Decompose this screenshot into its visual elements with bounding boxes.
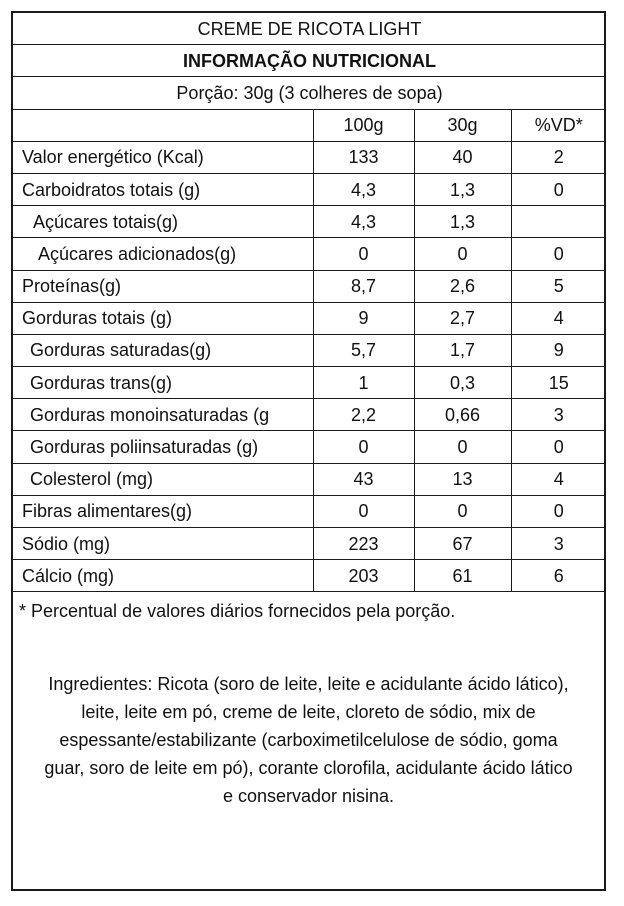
nutrient-name: Gorduras poliinsaturadas (g) (13, 431, 313, 463)
value-vd: 0 (511, 431, 606, 463)
value-vd (511, 206, 606, 238)
value-100g: 133 (313, 141, 414, 173)
nutrition-label (11, 11, 606, 891)
serving-size: Porção: 30g (3 colheres de sopa) (13, 77, 606, 109)
nutrient-name: Valor energético (Kcal) (13, 141, 313, 173)
value-vd: 5 (511, 270, 606, 302)
footnote: * Percentual de valores diários fornecidos pela porção. (19, 601, 456, 622)
value-30g: 1,3 (414, 173, 511, 205)
value-vd: 4 (511, 463, 606, 495)
value-100g: 43 (313, 463, 414, 495)
nutrient-row (13, 238, 606, 270)
nutrient-row (13, 399, 606, 431)
value-vd: 3 (511, 399, 606, 431)
value-30g: 0 (414, 495, 511, 527)
value-vd: 0 (511, 173, 606, 205)
nutrient-name: Carboidratos totais (g) (13, 173, 313, 205)
value-30g: 0 (414, 431, 511, 463)
value-100g: 0 (313, 431, 414, 463)
value-100g: 1 (313, 367, 414, 399)
value-100g: 5,7 (313, 334, 414, 366)
value-vd: 9 (511, 334, 606, 366)
nutrient-name: Sódio (mg) (13, 528, 313, 560)
nutrient-row (13, 528, 606, 560)
column-header-100g: 100g (313, 109, 414, 141)
column-header-vd: %VD* (511, 109, 606, 141)
nutrient-name: Cálcio (mg) (13, 560, 313, 592)
serving-row (13, 77, 606, 109)
value-30g: 1,3 (414, 206, 511, 238)
value-100g: 0 (313, 238, 414, 270)
value-30g: 2,6 (414, 270, 511, 302)
value-30g: 67 (414, 528, 511, 560)
nutrient-name: Gorduras saturadas(g) (13, 334, 313, 366)
nutrition-heading: INFORMAÇÃO NUTRICIONAL (13, 45, 606, 77)
product-name: CREME DE RICOTA LIGHT (13, 13, 606, 45)
value-30g: 40 (414, 141, 511, 173)
value-30g: 0,3 (414, 367, 511, 399)
nutrient-row (13, 270, 606, 302)
nutrient-row (13, 463, 606, 495)
value-vd: 4 (511, 302, 606, 334)
value-100g: 8,7 (313, 270, 414, 302)
nutrient-row (13, 173, 606, 205)
nutrient-row (13, 206, 606, 238)
value-30g: 61 (414, 560, 511, 592)
value-vd: 3 (511, 528, 606, 560)
nutrition-table (13, 13, 606, 592)
nutrient-row (13, 334, 606, 366)
value-vd: 6 (511, 560, 606, 592)
value-100g: 0 (313, 495, 414, 527)
nutrient-name: Gorduras monoinsaturadas (g (13, 399, 313, 431)
product-name-row (13, 13, 606, 45)
nutrient-row (13, 560, 606, 592)
value-100g: 4,3 (313, 206, 414, 238)
value-100g: 4,3 (313, 173, 414, 205)
nutrient-name: Gorduras trans(g) (13, 367, 313, 399)
nutrient-name: Fibras alimentares(g) (13, 495, 313, 527)
value-vd: 15 (511, 367, 606, 399)
column-header-30g: 30g (414, 109, 511, 141)
nutrient-name: Colesterol (mg) (13, 463, 313, 495)
value-30g: 1,7 (414, 334, 511, 366)
nutrient-row (13, 495, 606, 527)
column-header-nutrient (13, 109, 313, 141)
nutrient-row (13, 302, 606, 334)
value-30g: 2,7 (414, 302, 511, 334)
ingredients-text: Ingredientes: Ricota (soro de leite, leite e acidulante ácido lático), leite, leite em pó, creme de leite, cloreto de sódio, mix de espessante/estabilizante (carboximetilcelulose de sódio, goma guar, soro de leite em pó), corante clorofila, acidulante ácido lático e conservador nisina. (44, 673, 573, 806)
value-vd: 2 (511, 141, 606, 173)
value-30g: 13 (414, 463, 511, 495)
value-30g: 0 (414, 238, 511, 270)
nutrient-name: Proteínas(g) (13, 270, 313, 302)
value-100g: 223 (313, 528, 414, 560)
nutrient-name: Gorduras totais (g) (13, 302, 313, 334)
label-notes (13, 592, 604, 809)
value-vd: 0 (511, 238, 606, 270)
heading-row (13, 45, 606, 77)
value-100g: 9 (313, 302, 414, 334)
nutrient-row (13, 141, 606, 173)
nutrient-name: Açúcares adicionados(g) (13, 238, 313, 270)
value-100g: 203 (313, 560, 414, 592)
value-vd: 0 (511, 495, 606, 527)
nutrient-name: Açúcares totais(g) (13, 206, 313, 238)
column-header-row (13, 109, 606, 141)
nutrient-row (13, 367, 606, 399)
nutrient-row (13, 431, 606, 463)
value-100g: 2,2 (313, 399, 414, 431)
value-30g: 0,66 (414, 399, 511, 431)
